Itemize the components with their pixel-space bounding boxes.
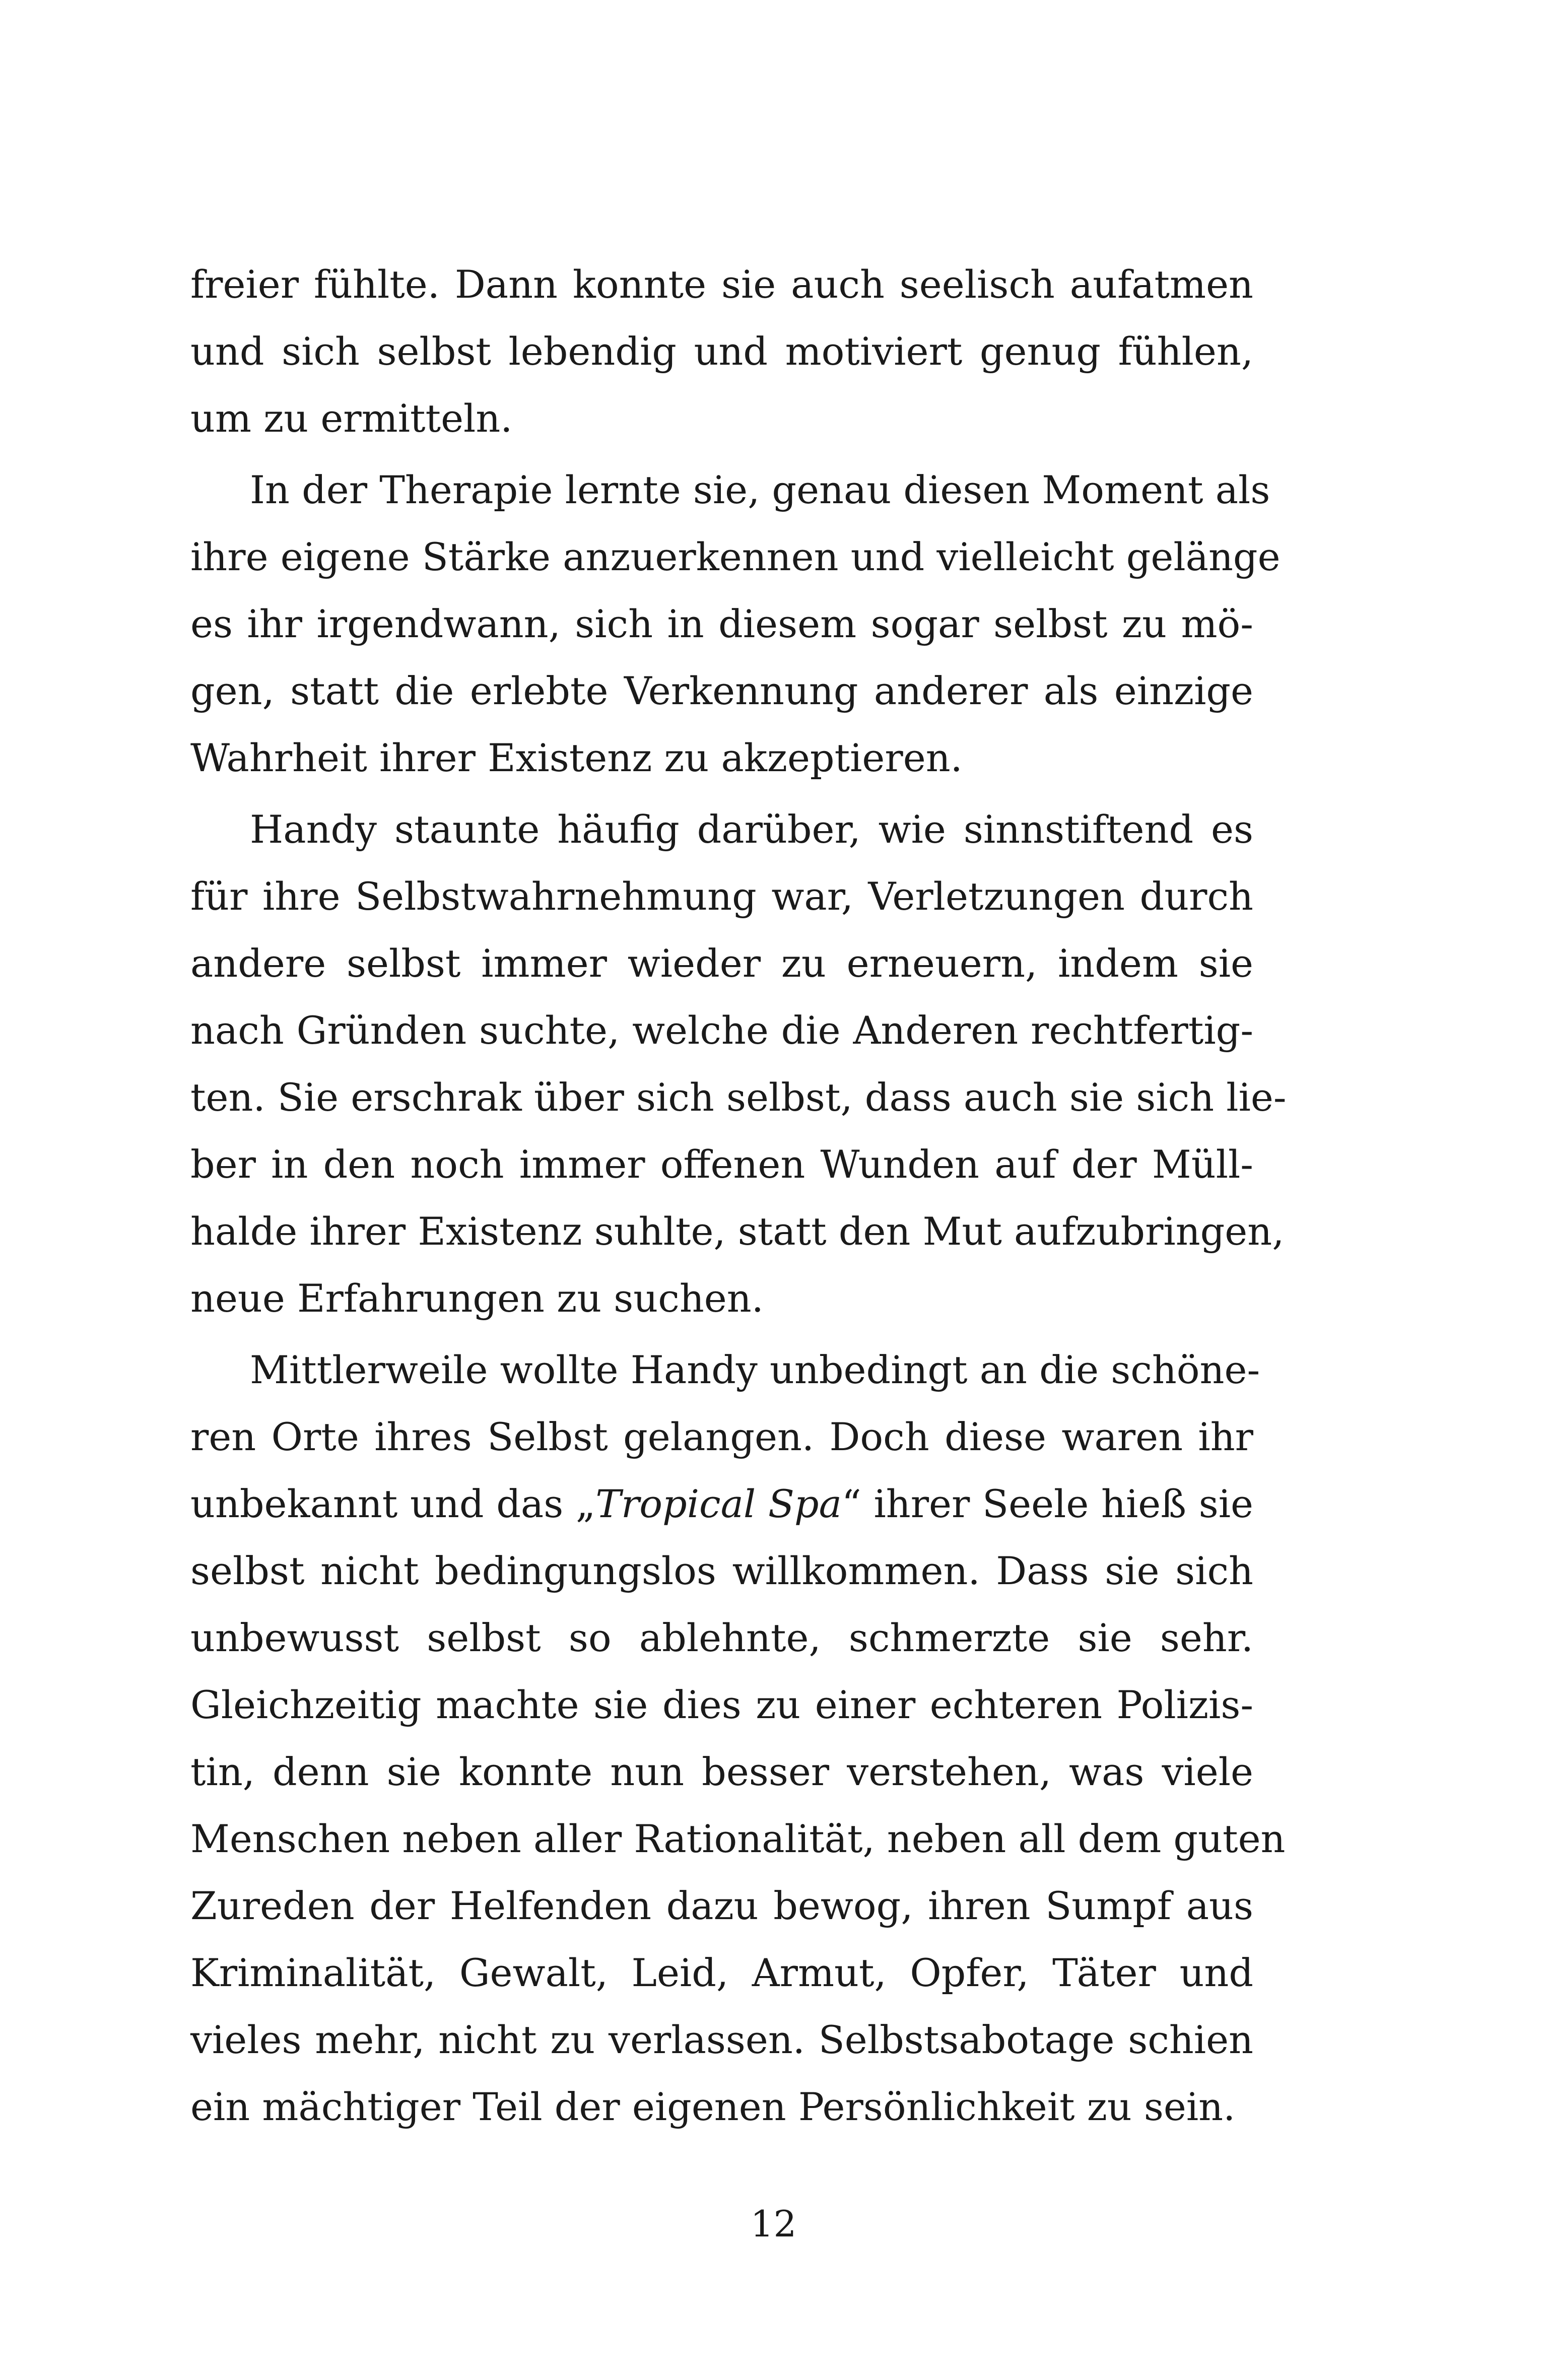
text-line: In der Therapie lernte sie, genau diesen Moment als (250, 467, 1270, 512)
text-line: Gleichzeitig machte sie dies zu einer echteren Polizis- (190, 1682, 1253, 1727)
text-line: es ihr irgendwann, sich in diesem sogar selbst zu mö- (190, 601, 1253, 646)
text-line: Wahrheit ihrer Existenz zu akzeptieren. (190, 735, 963, 780)
text-line: tin, denn sie konnte nun besser verstehen, was viele (190, 1749, 1253, 1794)
text-segment: unbekannt und das „ (190, 1481, 596, 1526)
text-line: Mittlerweile wollte Handy unbedingt an die schöne- (250, 1347, 1260, 1392)
text-line-with-italic (190, 1470, 1253, 1537)
text-line: ren Orte ihres Selbst gelangen. Doch diese waren ihr (190, 1414, 1253, 1459)
text-line: und sich selbst lebendig und motiviert genug fühlen, (190, 329, 1253, 374)
text-line: neue Erfahrungen zu suchen. (190, 1276, 764, 1321)
text-line: Zureden der Helfenden dazu bewog, ihren Sumpf aus (190, 1883, 1253, 1928)
text-line: Menschen neben aller Rationalität, neben all dem guten (190, 1816, 1286, 1861)
body-text (190, 251, 1287, 2140)
paragraph-2 (190, 456, 1281, 791)
text-line: vieles mehr, nicht zu verlassen. Selbstsabotage schien (190, 2017, 1253, 2062)
text-line: nach Gründen suchte, welche die Anderen rechtfertig- (190, 1008, 1253, 1053)
text-line: gen, statt die erlebte Verkennung anderer als einzige (190, 668, 1253, 713)
text-line: für ihre Selbstwahrnehmung war, Verletzungen durch (190, 874, 1253, 919)
text-line: ein mächtiger Teil der eigenen Persönlichkeit zu sein. (190, 2084, 1236, 2129)
page-number: 12 (750, 2203, 797, 2245)
paragraph-4 (190, 1336, 1286, 2140)
text-line: freier fühlte. Dann konnte sie auch seelisch aufatmen (190, 262, 1253, 307)
text-line: andere selbst immer wieder zu erneuern, indem sie (190, 941, 1253, 986)
text-line: Kriminalität, Gewalt, Leid, Armut, Opfer, Täter und (190, 1950, 1253, 1995)
text-line: ten. Sie erschrak über sich selbst, dass auch sie sich lie- (190, 1075, 1287, 1120)
text-line: halde ihrer Existenz suhlte, statt den Mut aufzubringen, (190, 1209, 1285, 1254)
text-line: Handy staunte häufig darüber, wie sinnstiftend es (250, 807, 1253, 852)
text-segment: “ ihrer Seele hieß sie (841, 1481, 1253, 1526)
text-line: ihre eigene Stärke anzuerkennen und vielleicht gelänge (190, 534, 1281, 579)
text-line: um zu ermitteln. (190, 396, 513, 441)
text-line: unbewusst selbst so ablehnte, schmerzte sie sehr. (190, 1615, 1253, 1660)
text-line: selbst nicht bedingungslos willkommen. Dass sie sich (190, 1548, 1253, 1593)
paragraph-3 (190, 796, 1287, 1332)
paragraph-1 (190, 251, 1253, 452)
text-line: ber in den noch immer offenen Wunden auf der Müll- (190, 1142, 1253, 1187)
italic-title: Tropical Spa (595, 1481, 842, 1526)
